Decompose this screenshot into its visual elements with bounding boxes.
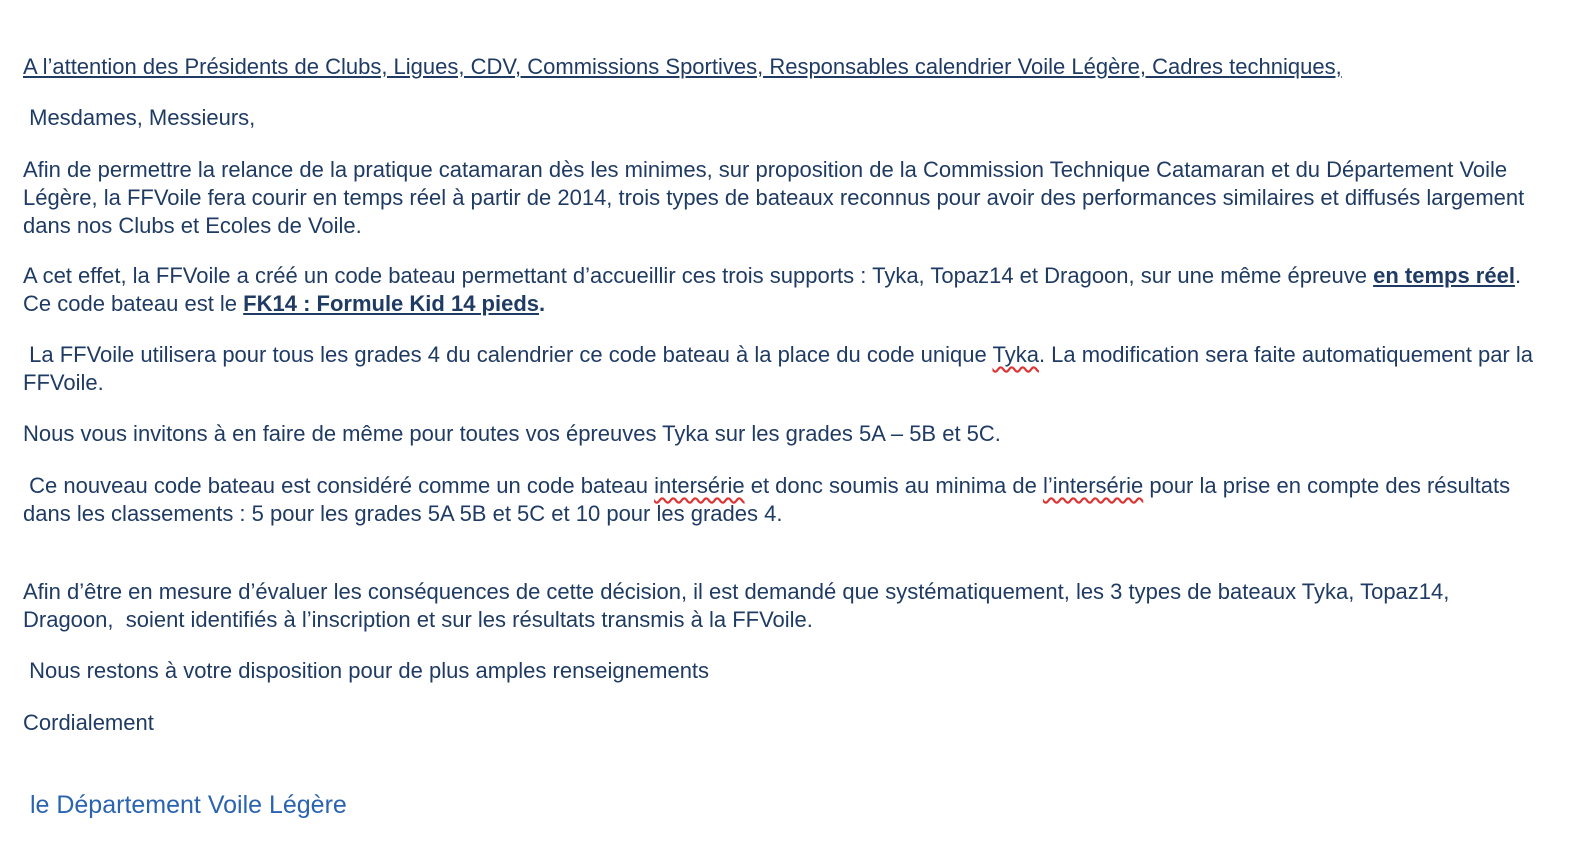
p5-text-a: Ce nouveau code bateau est considéré comme un code bateau [23, 473, 655, 498]
paragraph-evaluation: Afin d’être en mesure d’évaluer les conséquences de cette décision, il est demandé que systématiquement, les 3 types de bateaux Tyka, Topaz14, Dragoon, soient identifiés à l’inscription et sur les résultats transmis à la FFVoile. [23, 579, 1456, 632]
paragraph-code-bateau [23, 262, 1545, 318]
p2-text-a: A cet effet, la FFVoile a créé un code bateau permettant d’accueillir ces trois supports : Tyka, Topaz14 et Dragoon, sur une même épreuve [23, 263, 1374, 288]
attention-line: A l’attention des Présidents de Clubs, Ligues, CDV, Commissions Sportives, Responsables calendrier Voile Légère, Cadres techniques, [23, 54, 1342, 79]
p2-text-c: . Ce code bateau est le [23, 263, 1522, 316]
paragraph-disposition: Nous restons à votre disposition pour de plus amples renseignements [23, 658, 710, 683]
closing: Cordialement [23, 710, 154, 735]
p5-text-c: et donc soumis au minima de [744, 473, 1043, 498]
p3-text-c: . La modification sera faite automatiquement par la FFVoile. [23, 342, 1540, 395]
spellcheck-word-l-interserie: l’intersérie [1042, 473, 1144, 498]
spellcheck-word-tyka: Tyka [992, 342, 1039, 367]
signature: le Département Voile Légère [23, 791, 347, 819]
spellcheck-word-interserie: intersérie [654, 473, 745, 498]
paragraph-interserie [23, 472, 1545, 528]
p3-text-a: La FFVoile utilisera pour tous les grades 4 du calendrier ce code bateau à la place du code unique [23, 342, 993, 367]
paragraph-invitation: Nous vous invitons à en faire de même pour toutes vos épreuves Tyka sur les grades 5A – 5B et 5C. [23, 421, 1001, 446]
p5-text-e: pour la prise en compte des résultats dans les classements : 5 pour les grades 5A 5B et 5C et 10 pour les grades 4. [23, 473, 1517, 526]
fk14-code-emphasis: FK14 : Formule Kid 14 pieds [243, 291, 539, 316]
salutation: Mesdames, Messieurs, [23, 105, 256, 130]
paragraph-grades-4 [23, 341, 1545, 397]
paragraph-relance: Afin de permettre la relance de la pratique catamaran dès les minimes, sur proposition de la Commission Technique Catamaran et du Département Voile Légère, la FFVoile fera courir en temps réel à partir de 2014, trois types de bateaux reconnus pour avoir des performances similaires et diffusés largement dans nos Clubs et Ecoles de Voile. [23, 157, 1525, 238]
p2-text-e: . [539, 291, 546, 316]
temps-reel-emphasis: en temps réel [1373, 263, 1515, 288]
